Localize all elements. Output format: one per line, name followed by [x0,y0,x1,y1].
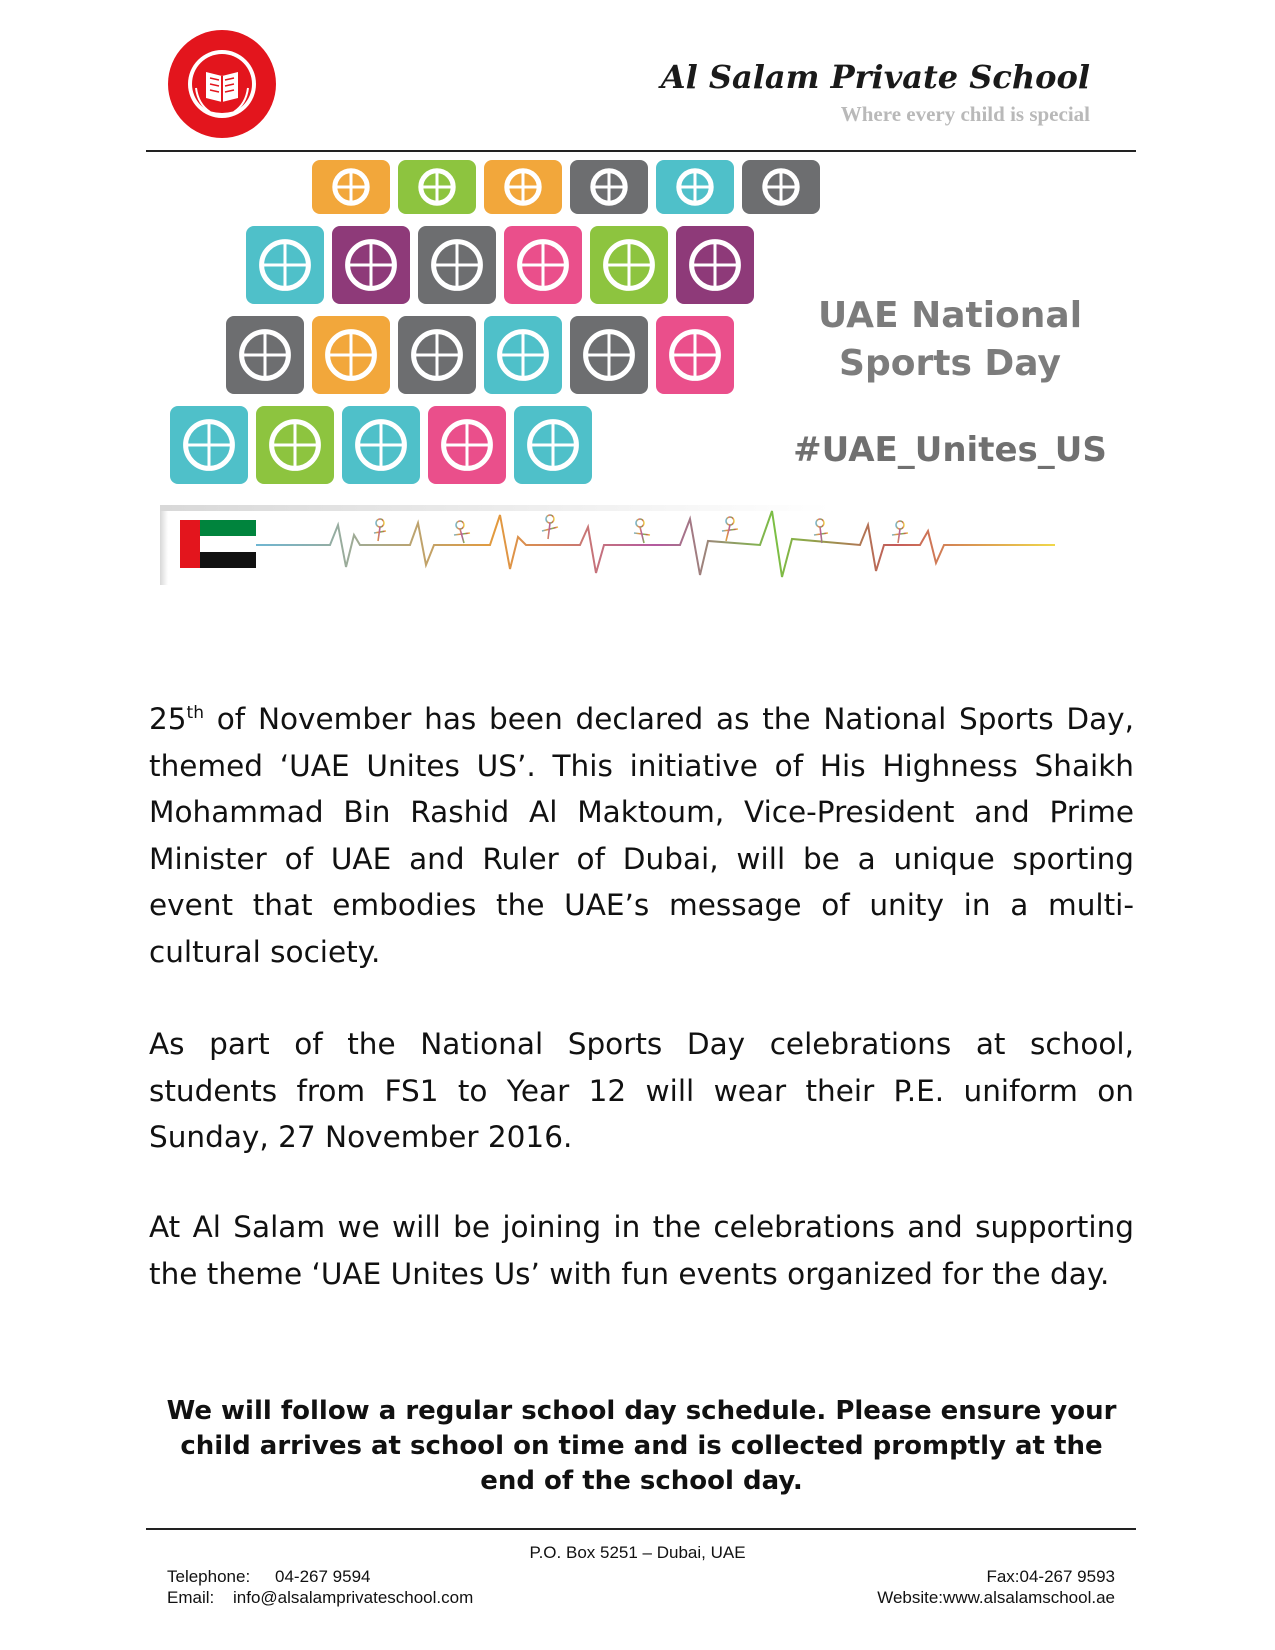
paragraph-announcement [149,696,1134,975]
american-football-icon [504,226,582,304]
school-name: Al Salam Private School [660,58,1090,96]
banner-hashtag: #UAE_Unites_US [793,430,1107,470]
volleyball-icon [656,160,734,214]
swimming-icon [170,406,248,484]
wrestling-icon [656,316,734,394]
hot-air-balloon-icon [484,316,562,394]
banner-title-line2: Sports Day [839,343,1061,384]
kayaking-icon [342,406,420,484]
banner-title [800,292,1100,388]
golf-icon [590,226,668,304]
paragraph-celebrations: At Al Salam we will be joining in the celebrations and supporting the theme ‘UAE Unites Us’ with fun events organized for the day. [149,1210,1134,1291]
email-label: Email: [167,1588,215,1607]
school-tagline: Where every child is special [840,102,1090,126]
footer-website [855,1588,1115,1608]
basketball-icon [312,160,390,214]
weightlifting-icon [312,316,390,394]
shuttlecock-icon [246,226,324,304]
announcement-day: 25 [149,702,187,736]
telephone-label: Telephone: [167,1567,251,1586]
badminton-racket-icon [484,160,562,214]
bowling-icon [332,226,410,304]
announcement-day-suffix: th [186,703,204,724]
football-icon [226,316,304,394]
banner-title-line1: UAE National [817,295,1083,336]
cycling-icon [428,406,506,484]
footer-po-box: P.O. Box 5251 – Dubai, UAE [529,1543,746,1562]
chess-icon [570,316,648,394]
heartbeat-sports-line-icon [160,505,1105,605]
fax-label: Fax: [986,1567,1020,1586]
uae-flag-icon [180,520,256,568]
polo-horse-icon [676,226,754,304]
schedule-notice: We will follow a regular school day schedule. Please ensure your child arrives at school on time and is collected promptly at the end of the school day. [166,1396,1117,1496]
school-crest-icon [166,28,278,140]
footer-fax [968,1567,1115,1587]
email-value[interactable]: info@alsalamprivateschool.com [233,1588,474,1607]
paragraph-uniform: As part of the National Sports Day celebrations at school, students from FS1 to Year 12 will wear their P.E. uniform on Sunday, 27 November 2016. [149,1027,1134,1154]
tennis-racket-icon [398,160,476,214]
website-label: Website: [877,1588,944,1607]
header-divider [146,150,1136,152]
sports-tiles [160,160,880,520]
footer-divider [146,1528,1136,1530]
steering-wheel-icon [398,316,476,394]
speedboat-icon [742,160,820,214]
announcement-text: of November has been declared as the National Sports Day, themed ‘UAE Unites US’. This initiative of His Highness Shaikh Mohammad Bin Rashid Al Maktoum, Vice-President and Prime Minister of UAE and Ruler of Dubai, will be a unique sporting event that embodies the UAE’s message of unity in a multi-cultural society. [149,702,1134,969]
fax-value: 04-267 9593 [1019,1567,1115,1586]
footer-email [167,1588,473,1608]
footer-telephone [167,1567,370,1587]
sailing-icon [514,406,592,484]
website-value[interactable]: www.alsalamschool.ae [943,1588,1115,1607]
hockey-icon [418,226,496,304]
telephone-value: 04-267 9594 [275,1567,371,1586]
tennis-player-icon [256,406,334,484]
fencing-icon [570,160,648,214]
